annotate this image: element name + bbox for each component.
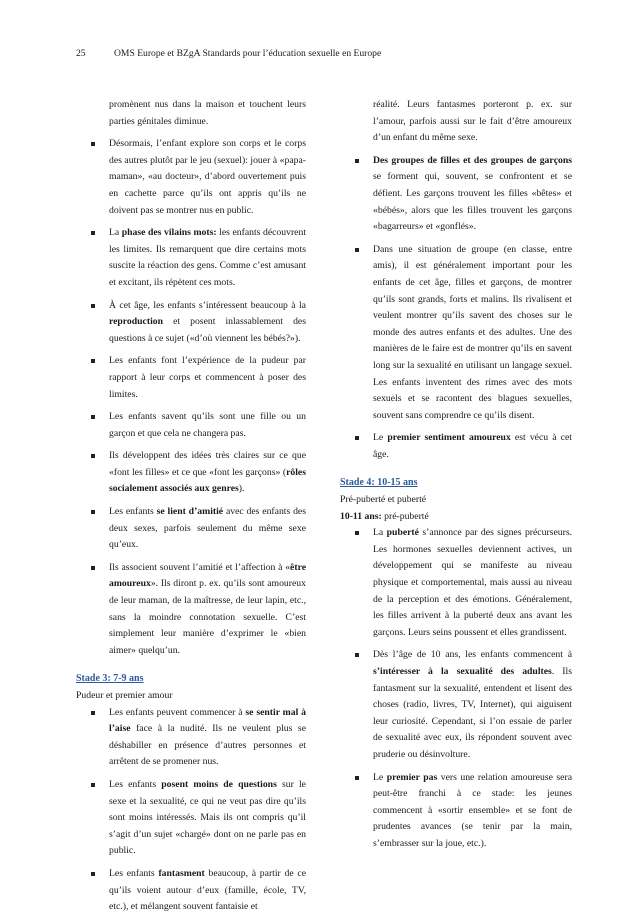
list-item: Ils associent souvent l’amitié et l’affection à «être amoureux». Ils diront p. ex. qu’ils sont amoureux de leur maman, de la maîtresse, de leur lapin, etc., sans la moindre connotation sexuelle. C’est simplement leur manière d’exprimer le «bien aimer» quelqu’un. xyxy=(76,560,306,660)
stage3-list xyxy=(76,705,306,916)
list-item: Les enfants fantasment beaucoup, à partir de ce qu’ils voient autour d’eux (famille, école, TV, etc.), et mélangent souvent fantaisie et xyxy=(76,866,306,916)
list-item: Les enfants peuvent commencer à se sentir mal à l’aise face à la nudité. Ils ne veulent plus se déshabiller en présence d’autres personnes et arrêtent de se promener nus. xyxy=(76,705,306,771)
header-title: OMS Europe et BZgA Standards pour l’éducation sexuelle en Europe xyxy=(114,48,382,59)
list-item: Les enfants savent qu’ils sont une fille ou un garçon et que cela ne changera pas. xyxy=(76,409,306,442)
right-column xyxy=(340,97,572,859)
stage4-age-line: 10-11 ans: pré-puberté xyxy=(340,510,429,522)
stage4-heading: Stade 4: 10-15 ans xyxy=(340,477,418,489)
list-item: Les enfants font l’expérience de la pudeur par rapport à leur corps et commencent à poser des limites. xyxy=(76,353,306,403)
list-item: Des groupes de filles et des groupes de garçons se forment qui, souvent, se confrontent et se défient. Les garçons trouvent les filles «bêtes» et «bébés», alors que les filles trouvent les garçons «bagarreurs» et «gonflés». xyxy=(340,153,572,236)
list-item: Les enfants posent moins de questions sur le sexe et la sexualité, ce qui ne veut pas dire qu’ils sont moins intéressés. Mais ils ont compris qu’il s’agit d’un sujet «chargé» dont on ne parle pas en public. xyxy=(76,777,306,860)
list-item: promènent nus dans la maison et touchent leurs parties génitales diminue. xyxy=(109,99,306,127)
stage4-list xyxy=(340,525,572,852)
list-item: réalité. Leurs fantasmes porteront p. ex. sur l’amour, parfois aussi sur le fait d’être amoureux d’un enfant du même sexe. xyxy=(373,99,572,144)
left-column xyxy=(76,97,306,922)
list-item: Le premier sentiment amoureux est vécu à cet âge. xyxy=(340,430,572,463)
stage3-list-continued xyxy=(340,97,572,463)
list-item: Ils développent des idées très claires sur ce que «font les filles» et ce que «font les garçons» (rôles socialement associés aux genres). xyxy=(76,448,306,498)
list-item: Dans une situation de groupe (en classe, entre amis), il est généralement important pour les enfants de cet âge, filles et garçons, de montrer qu’ils sont grands, forts et malins. Ils rivalisent et veulent montrer qu’ils savent des choses sur le monde des autres enfants et des adultes. Une des manières de le faire est de montrer qu’ils en savent long sur la sexualité en utilisant un langage sexuel. Les enfants inventent des rimes avec des mots sexuels et se racontent des blagues sexuelles, souvent sans comprendre ce qu’ils disent. xyxy=(340,242,572,425)
stage4-subtitle: Pré-puberté et puberté xyxy=(340,494,427,506)
list-item: À cet âge, les enfants s’intéressent beaucoup à la reproduction et posent inlassablement des questions à ce sujet («d’où viennent les bébés?»). xyxy=(76,298,306,348)
page-header xyxy=(76,48,381,59)
stage2-list xyxy=(76,97,306,659)
stage3-heading: Stade 3: 7-9 ans xyxy=(76,673,144,685)
list-item: Les enfants se lient d’amitié avec des enfants des deux sexes, parfois seulement du même sexe qu’eux. xyxy=(76,504,306,554)
list-item: Le premier pas vers une relation amoureuse sera peut-être franchi à ce stade: les jeunes commencent à «sortir ensemble» et se font de prudentes avances (se tenir par la main, s’embrasser sur la joue, etc.). xyxy=(340,770,572,853)
stage3-subtitle: Pudeur et premier amour xyxy=(76,690,173,701)
list-item: La phase des vilains mots: les enfants découvrent les limites. Ils remarquent que dire certains mots suscite la réaction des gens. Comme c’est amusant et excitant, ils répètent ces mots. xyxy=(76,225,306,291)
list-item: Dès l’âge de 10 ans, les enfants commencent à s’intéresser à la sexualité des adultes. Ils fantasment sur la sexualité, entendent et lisent des choses (radio, livres, TV, Internet), qui aiguisent leur curiosité. Cependant, si l’on essaie de parler de sexualité avec eux, ils répondent souvent avec pruderie ou désinvolture. xyxy=(340,647,572,763)
list-item: Désormais, l’enfant explore son corps et le corps des autres plutôt par le jeu (sexuel): jouer à «papa-maman», «au docteur», d’abord ouvertement puis en cachette parce qu’ils ont appris qu’ils ne doivent pas se montrer nus en public. xyxy=(76,136,306,219)
page-number: 25 xyxy=(76,48,86,59)
list-item: La puberté s’annonce par des signes précurseurs. Les hormones sexuelles deviennent actives, un développement qui se manifeste au niveau physique et comportemental, mais aussi au niveau de la perception et des émotions. Généralement, les filles arrivent à la puberté deux ans avant les garçons. Leurs seins poussent et elles grandissent. xyxy=(340,525,572,641)
